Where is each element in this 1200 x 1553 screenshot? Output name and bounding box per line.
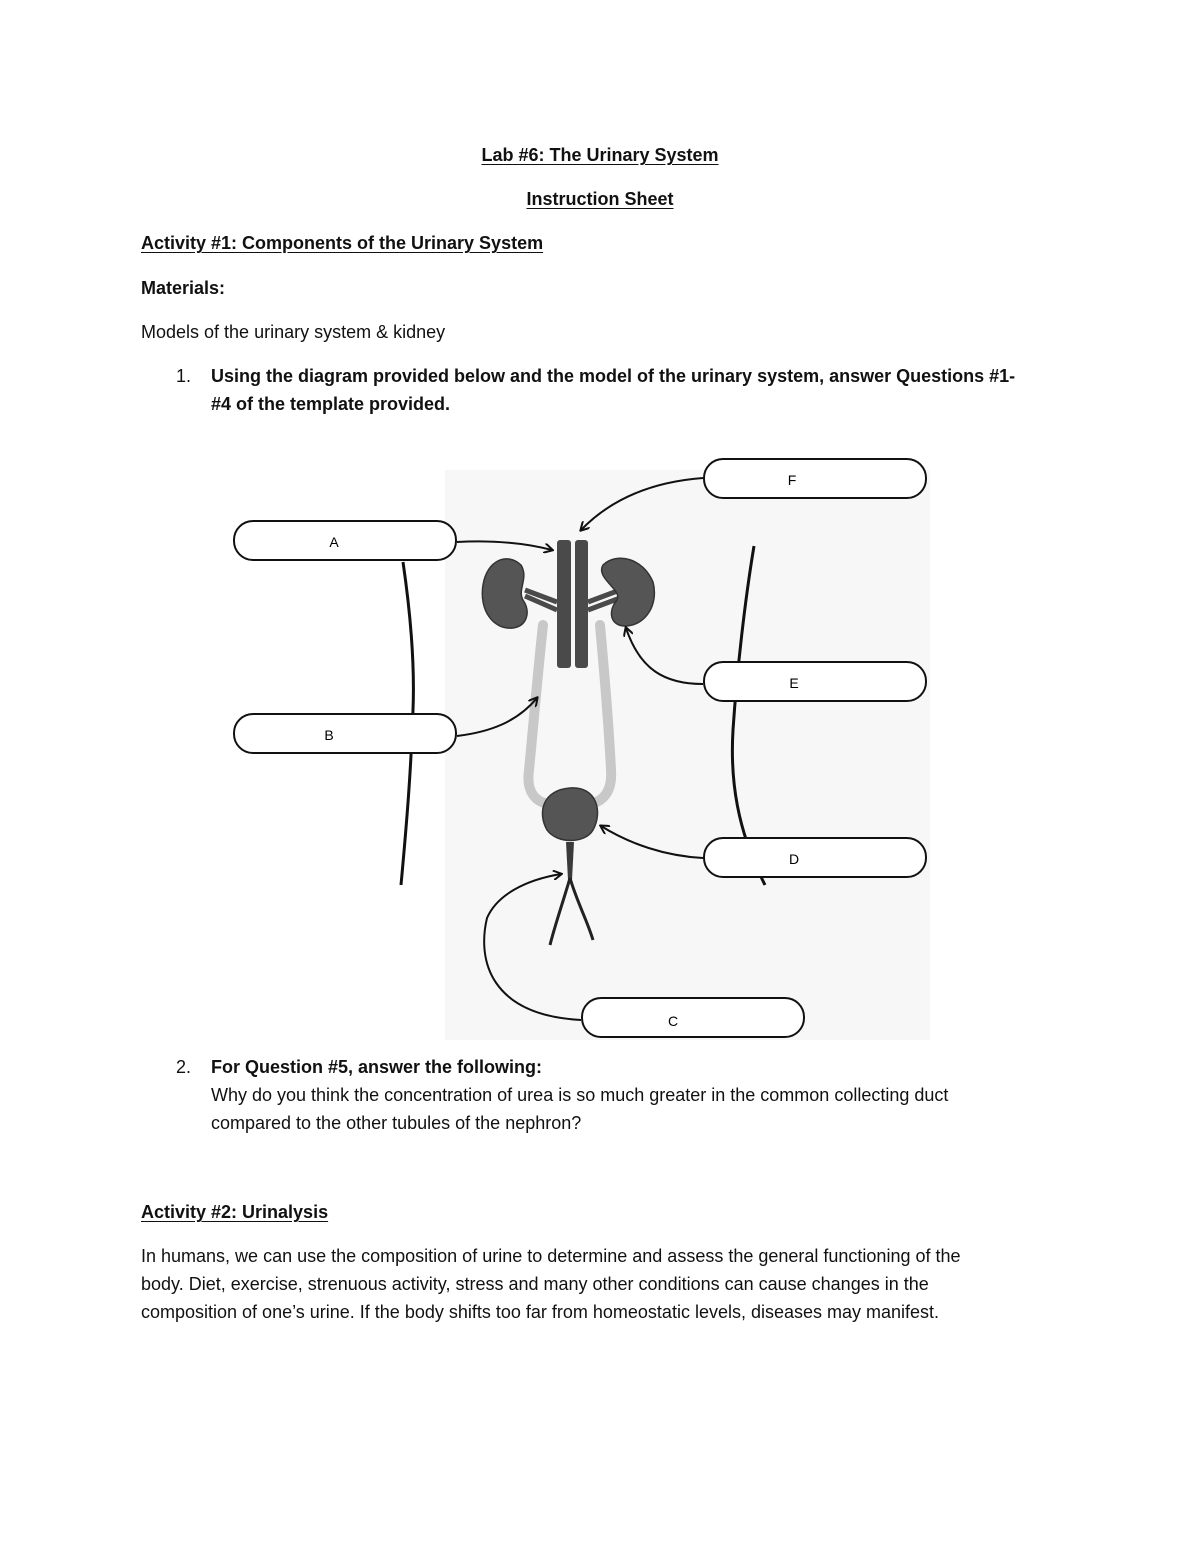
- diagram-background: [445, 470, 930, 1040]
- label-d: D: [788, 851, 800, 867]
- materials-text: Models of the urinary system & kidney: [141, 322, 446, 342]
- step1-number: 1.: [176, 366, 192, 386]
- vena-cava: [557, 540, 571, 668]
- materials-label: Materials:: [141, 278, 226, 298]
- left-kidney: [482, 559, 527, 628]
- page-title: Lab #6: The Urinary System: [481, 145, 719, 165]
- label-f: F: [787, 472, 797, 488]
- step2-heading: For Question #5, answer the following:: [211, 1057, 543, 1077]
- step2-line1: Why do you think the concentration of urea is so much greater in the common collecting duct: [211, 1085, 949, 1105]
- activity1-heading: Activity #1: Components of the Urinary System: [141, 233, 544, 253]
- label-box-d: [704, 838, 926, 877]
- step1-line2: #4 of the template provided.: [211, 394, 451, 414]
- aorta: [575, 540, 588, 668]
- label-box-e: [704, 662, 926, 701]
- activity2-heading: Activity #2: Urinalysis: [141, 1202, 329, 1222]
- urinary-bladder: [542, 788, 597, 841]
- activity2-para-line2: body. Diet, exercise, strenuous activity, stress and many other conditions can cause changes in the: [141, 1274, 929, 1294]
- label-e: E: [789, 675, 799, 691]
- step1-line1: Using the diagram provided below and the model of the urinary system, answer Questions #1-: [211, 366, 1016, 386]
- label-box-a: [234, 521, 456, 560]
- label-c: C: [667, 1013, 679, 1029]
- urinary-system-diagram: [225, 440, 935, 1040]
- step2-number: 2.: [176, 1057, 192, 1077]
- activity2-para-line1: In humans, we can use the composition of urine to determine and assess the general functioning of the: [141, 1246, 961, 1266]
- label-b: B: [324, 727, 334, 743]
- label-box-b: [234, 714, 456, 753]
- page-subtitle: Instruction Sheet: [526, 189, 674, 209]
- label-box-f: [704, 459, 926, 498]
- label-box-c: [582, 998, 804, 1037]
- step2-line2: compared to the other tubules of the nephron?: [211, 1113, 582, 1133]
- activity2-para-line3: composition of one’s urine. If the body shifts too far from homeostatic levels, diseases may manifest.: [141, 1302, 940, 1322]
- label-a: A: [329, 534, 339, 550]
